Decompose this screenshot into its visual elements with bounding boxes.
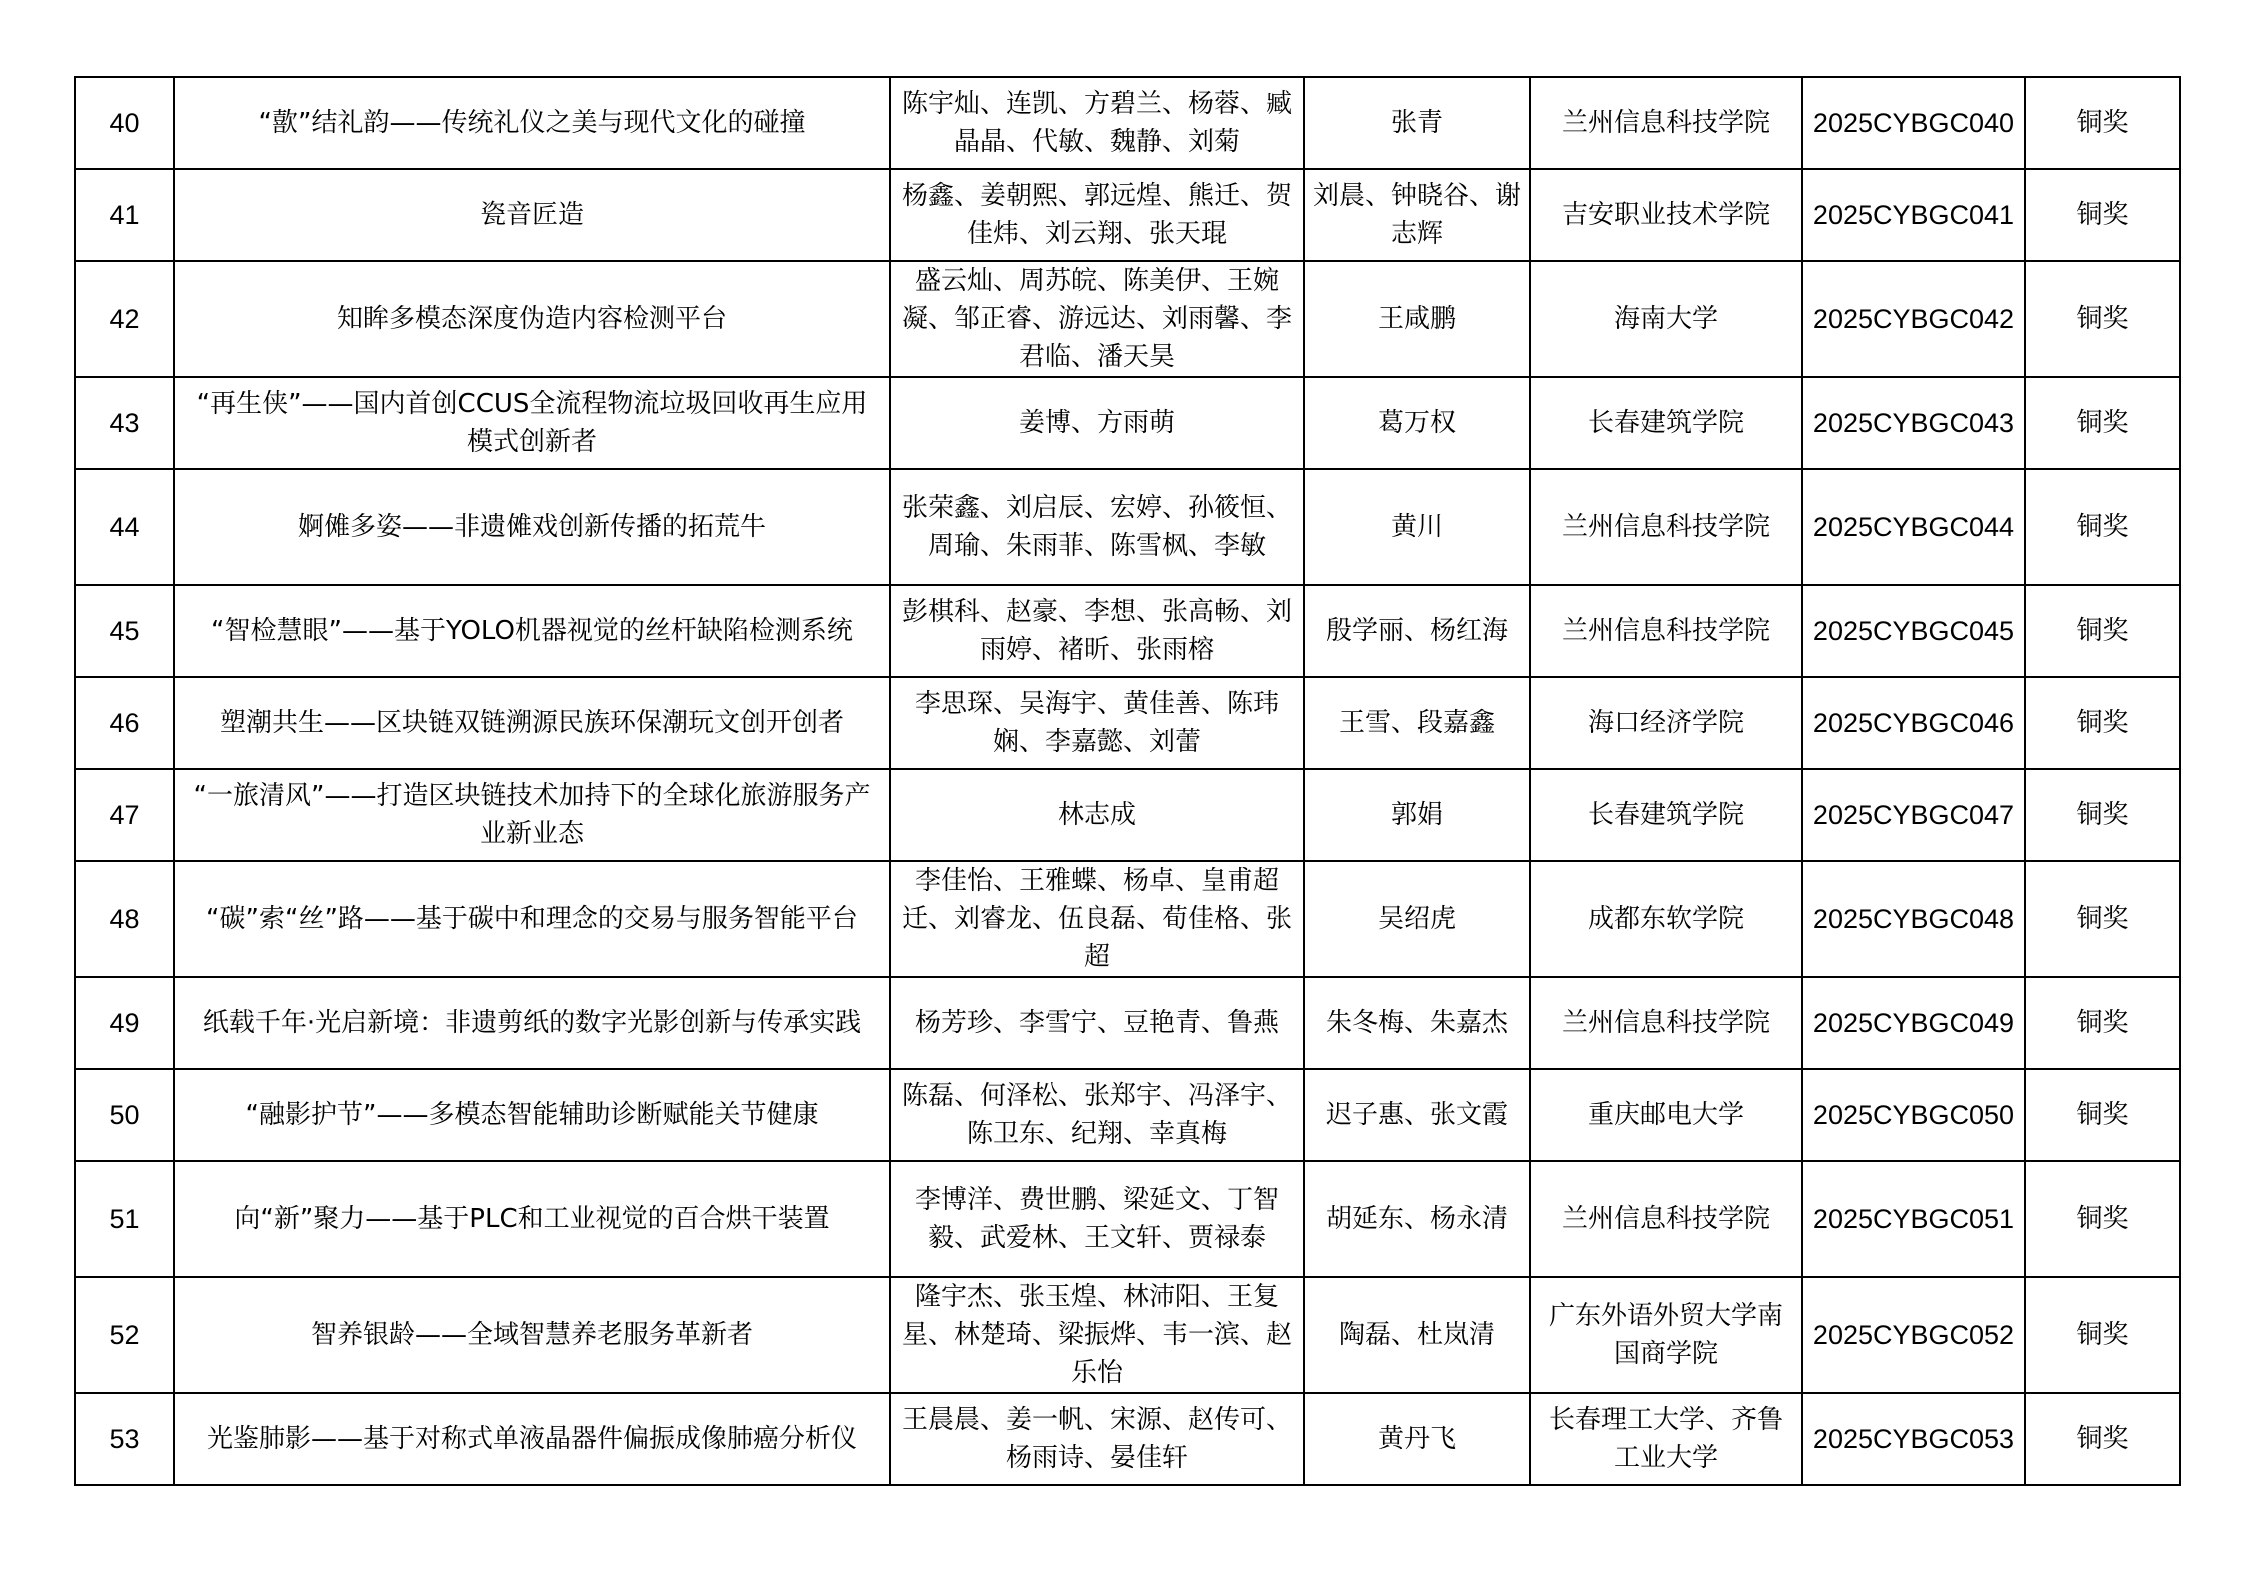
table-row (75, 377, 2180, 469)
advisor: 朱冬梅、朱嘉杰 (1304, 977, 1530, 1069)
row-number: 41 (75, 169, 174, 261)
project-code: 2025CYBGC047 (1802, 769, 2025, 861)
school: 海口经济学院 (1530, 677, 1802, 769)
project-code: 2025CYBGC042 (1802, 261, 2025, 377)
table-row (75, 261, 2180, 377)
row-number: 40 (75, 77, 174, 169)
school: 海南大学 (1530, 261, 1802, 377)
award-level: 铜奖 (2025, 1161, 2180, 1277)
project-title: 向“新”聚力——基于PLC和工业视觉的百合烘干装置 (174, 1161, 890, 1277)
award-level: 铜奖 (2025, 169, 2180, 261)
school: 长春建筑学院 (1530, 377, 1802, 469)
team-members: 杨鑫、姜朝熙、郭远煌、熊迁、贺佳炜、刘云翔、张天琨 (890, 169, 1304, 261)
award-level: 铜奖 (2025, 769, 2180, 861)
award-level: 铜奖 (2025, 77, 2180, 169)
project-title: “一旅清风”——打造区块链技术加持下的全球化旅游服务产业新业态 (174, 769, 890, 861)
advisor: 黄丹飞 (1304, 1393, 1530, 1485)
project-title: 光鉴肺影——基于对称式单液晶器件偏振成像肺癌分析仪 (174, 1393, 890, 1485)
table-row (75, 585, 2180, 677)
team-members: 李思琛、吴海宇、黄佳善、陈玮娴、李嘉懿、刘蕾 (890, 677, 1304, 769)
table-row (75, 1393, 2180, 1485)
school: 兰州信息科技学院 (1530, 77, 1802, 169)
advisor: 殷学丽、杨红海 (1304, 585, 1530, 677)
project-title: “融影护节”——多模态智能辅助诊断赋能关节健康 (174, 1069, 890, 1161)
school: 吉安职业技术学院 (1530, 169, 1802, 261)
project-title: 塑潮共生——区块链双链溯源民族环保潮玩文创开创者 (174, 677, 890, 769)
team-members: 姜博、方雨萌 (890, 377, 1304, 469)
project-code: 2025CYBGC041 (1802, 169, 2025, 261)
row-number: 44 (75, 469, 174, 585)
project-title: “歖”结礼韵——传统礼仪之美与现代文化的碰撞 (174, 77, 890, 169)
row-number: 52 (75, 1277, 174, 1393)
school: 兰州信息科技学院 (1530, 469, 1802, 585)
row-number: 47 (75, 769, 174, 861)
advisor: 陶磊、杜岚清 (1304, 1277, 1530, 1393)
project-title: 知眸多模态深度伪造内容检测平台 (174, 261, 890, 377)
team-members: 李佳怡、王雅蝶、杨卓、皇甫超迁、刘睿龙、伍良磊、荀佳格、张超 (890, 861, 1304, 977)
award-level: 铜奖 (2025, 261, 2180, 377)
project-code: 2025CYBGC049 (1802, 977, 2025, 1069)
row-number: 43 (75, 377, 174, 469)
advisor: 吴绍虎 (1304, 861, 1530, 977)
row-number: 45 (75, 585, 174, 677)
team-members: 陈磊、何泽松、张郑宇、冯泽宇、陈卫东、纪翔、幸真梅 (890, 1069, 1304, 1161)
team-members: 林志成 (890, 769, 1304, 861)
school: 兰州信息科技学院 (1530, 585, 1802, 677)
project-code: 2025CYBGC040 (1802, 77, 2025, 169)
school: 长春理工大学、齐鲁工业大学 (1530, 1393, 1802, 1485)
project-title: 纸载千年·光启新境：非遗剪纸的数字光影创新与传承实践 (174, 977, 890, 1069)
team-members: 彭棋科、赵豪、李想、张高畅、刘雨婷、褚昕、张雨榕 (890, 585, 1304, 677)
table-row (75, 769, 2180, 861)
project-code: 2025CYBGC052 (1802, 1277, 2025, 1393)
school: 兰州信息科技学院 (1530, 1161, 1802, 1277)
school: 成都东软学院 (1530, 861, 1802, 977)
table-row (75, 469, 2180, 585)
project-title: “再生侠”——国内首创CCUS全流程物流垃圾回收再生应用模式创新者 (174, 377, 890, 469)
project-code: 2025CYBGC051 (1802, 1161, 2025, 1277)
project-title: 智养银龄——全域智慧养老服务革新者 (174, 1277, 890, 1393)
table-row (75, 1069, 2180, 1161)
advisor: 黄川 (1304, 469, 1530, 585)
award-level: 铜奖 (2025, 469, 2180, 585)
award-level: 铜奖 (2025, 677, 2180, 769)
project-code: 2025CYBGC044 (1802, 469, 2025, 585)
project-title: “智检慧眼”——基于YOLO机器视觉的丝杆缺陷检测系统 (174, 585, 890, 677)
project-title: 瓷音匠造 (174, 169, 890, 261)
team-members: 陈宇灿、连凯、方碧兰、杨蓉、臧晶晶、代敏、魏静、刘菊 (890, 77, 1304, 169)
award-level: 铜奖 (2025, 861, 2180, 977)
row-number: 49 (75, 977, 174, 1069)
team-members: 李博洋、费世鹏、梁延文、丁智毅、武爱林、王文轩、贾禄泰 (890, 1161, 1304, 1277)
table-row (75, 169, 2180, 261)
school: 广东外语外贸大学南国商学院 (1530, 1277, 1802, 1393)
school: 重庆邮电大学 (1530, 1069, 1802, 1161)
team-members: 杨芳珍、李雪宁、豆艳青、鲁燕 (890, 977, 1304, 1069)
award-level: 铜奖 (2025, 377, 2180, 469)
team-members: 王晨晨、姜一帆、宋源、赵传可、杨雨诗、晏佳轩 (890, 1393, 1304, 1485)
project-code: 2025CYBGC050 (1802, 1069, 2025, 1161)
table-row (75, 1161, 2180, 1277)
project-code: 2025CYBGC048 (1802, 861, 2025, 977)
table-row (75, 677, 2180, 769)
project-title: “碳”索“丝”路——基于碳中和理念的交易与服务智能平台 (174, 861, 890, 977)
table-row (75, 977, 2180, 1069)
project-title: 婀傩多姿——非遗傩戏创新传播的拓荒牛 (174, 469, 890, 585)
team-members: 盛云灿、周苏皖、陈美伊、王婉凝、邹正睿、游远达、刘雨馨、李君临、潘天昊 (890, 261, 1304, 377)
advisor: 葛万权 (1304, 377, 1530, 469)
team-members: 张荣鑫、刘启辰、宏婷、孙筱恒、周瑜、朱雨菲、陈雪枫、李敏 (890, 469, 1304, 585)
table-row (75, 77, 2180, 169)
project-code: 2025CYBGC046 (1802, 677, 2025, 769)
row-number: 51 (75, 1161, 174, 1277)
table-row (75, 1277, 2180, 1393)
school: 长春建筑学院 (1530, 769, 1802, 861)
project-code: 2025CYBGC053 (1802, 1393, 2025, 1485)
advisor: 迟子惠、张文霞 (1304, 1069, 1530, 1161)
award-level: 铜奖 (2025, 1277, 2180, 1393)
advisor: 张青 (1304, 77, 1530, 169)
school: 兰州信息科技学院 (1530, 977, 1802, 1069)
team-members: 隆宇杰、张玉煌、林沛阳、王复星、林楚琦、梁振烨、韦一滨、赵乐怡 (890, 1277, 1304, 1393)
awards-table (74, 76, 2181, 1486)
project-code: 2025CYBGC043 (1802, 377, 2025, 469)
award-level: 铜奖 (2025, 585, 2180, 677)
project-code: 2025CYBGC045 (1802, 585, 2025, 677)
award-level: 铜奖 (2025, 1393, 2180, 1485)
award-level: 铜奖 (2025, 977, 2180, 1069)
advisor: 王咸鹏 (1304, 261, 1530, 377)
row-number: 50 (75, 1069, 174, 1161)
advisor: 郭娟 (1304, 769, 1530, 861)
award-level: 铜奖 (2025, 1069, 2180, 1161)
table-row (75, 861, 2180, 977)
row-number: 46 (75, 677, 174, 769)
advisor: 王雪、段嘉鑫 (1304, 677, 1530, 769)
advisor: 胡延东、杨永清 (1304, 1161, 1530, 1277)
advisor: 刘晨、钟晓谷、谢志辉 (1304, 169, 1530, 261)
row-number: 42 (75, 261, 174, 377)
awards-table-body (75, 77, 2180, 1485)
row-number: 53 (75, 1393, 174, 1485)
row-number: 48 (75, 861, 174, 977)
